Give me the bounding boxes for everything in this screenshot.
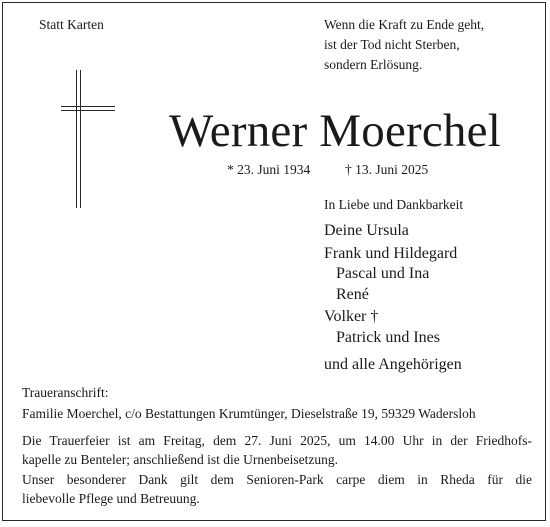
- list-item: Frank und Hildegard: [324, 244, 458, 262]
- deceased-name: Werner Moerchel: [169, 105, 501, 157]
- thanks-line: liebevolle Pflege und Betreuung.: [22, 490, 200, 506]
- mourners-list: [324, 220, 463, 375]
- thanks-line: Unser besonderer Dank gilt dem Senioren-Park carpe diem in Rheda für die: [22, 472, 532, 487]
- funeral-line: Die Trauerfeier ist am Freitag, dem 27. Juni 2025, um 14.00 Uhr in der Friedhofs-: [22, 433, 532, 448]
- funeral-paragraph: [22, 432, 532, 469]
- list-item: René: [336, 285, 369, 303]
- cross-icon: [61, 70, 115, 208]
- statt-karten-label: Statt Karten: [39, 17, 104, 32]
- quote-line: sondern Erlösung.: [324, 57, 423, 72]
- quote-line: Wenn die Kraft zu Ende geht,: [324, 17, 485, 32]
- list-item: Pascal und Ina: [336, 265, 430, 282]
- obituary-notice: [2, 2, 546, 521]
- funeral-line: kapelle zu Benteler; anschließend ist die Urnenbeisetzung.: [22, 451, 339, 467]
- birth-date: * 23. Juni 1934: [227, 162, 311, 177]
- list-item: und alle Angehörigen: [324, 356, 462, 373]
- mourners-block: [324, 196, 463, 375]
- list-item: Deine Ursula: [324, 222, 409, 239]
- address-text: Familie Moerchel, c/o Bestattungen Krumtünger, Dieselstraße 19, 59329 Wadersloh: [22, 406, 476, 421]
- death-date: † 13. Juni 2025: [345, 162, 429, 177]
- mourners-intro: In Liebe und Dankbarkeit: [324, 197, 464, 212]
- quote-block: [324, 16, 534, 76]
- thanks-paragraph: [22, 471, 532, 508]
- list-item: Patrick und Ines: [336, 328, 440, 346]
- quote-line: ist der Tod nicht Sterben,: [324, 37, 460, 52]
- address-label: Traueranschrift:: [22, 385, 109, 400]
- list-item: Volker †: [324, 308, 379, 325]
